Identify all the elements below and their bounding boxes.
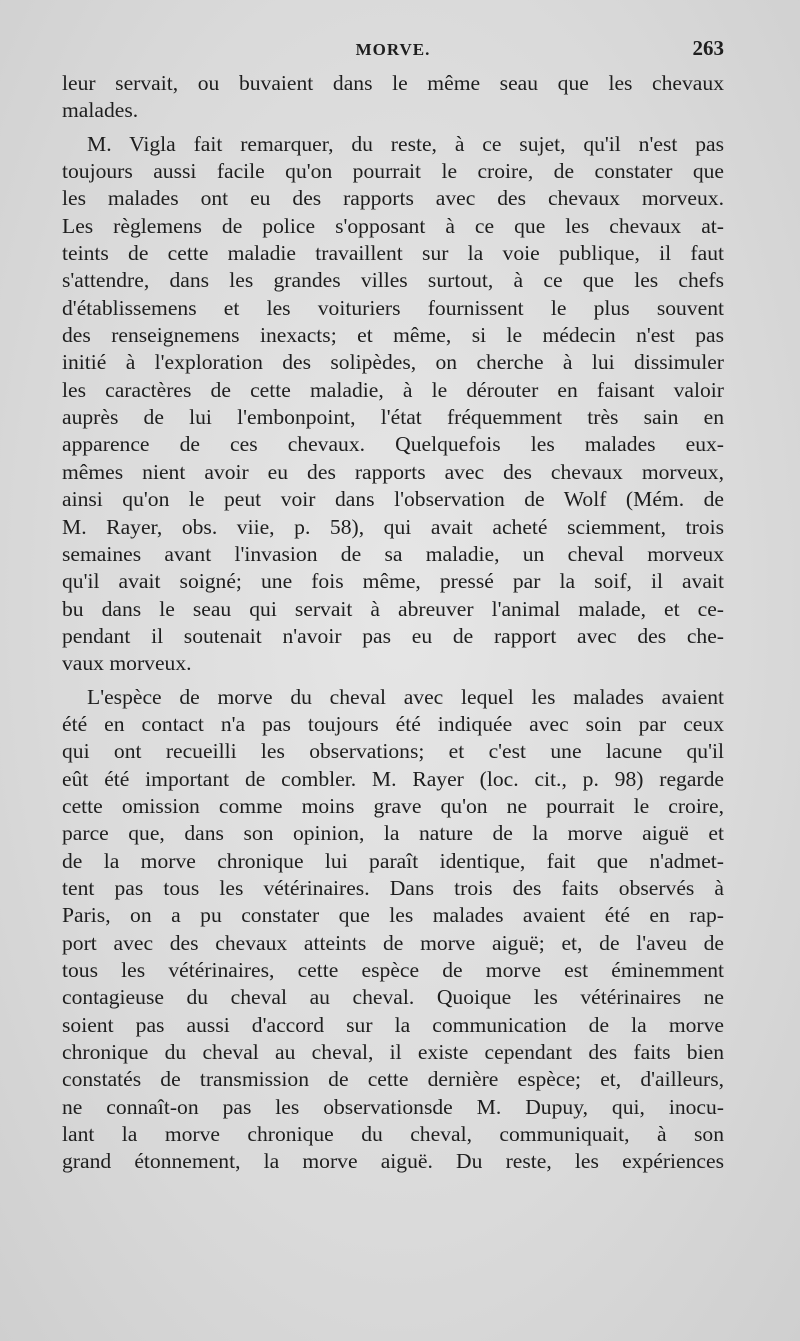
paragraph-1 [62, 70, 724, 125]
text-line: les malades ont eu des rapports avec des chevaux morveux. [62, 186, 724, 211]
text-line: soient pas aussi d'accord sur la communication de la morve [62, 1012, 724, 1037]
text-line: initié à l'exploration des solipèdes, on cherche à lui dissimuler [62, 350, 724, 375]
text-line: contagieuse du cheval au cheval. Quoique les vétérinaires ne [62, 985, 724, 1010]
text-line: malades. [62, 98, 139, 123]
text-line: des renseignemens inexacts; et même, si le médecin n'est pas [62, 323, 724, 348]
text-line: ne connaît-on pas les observationsde M. Dupuy, qui, inocu- [62, 1094, 724, 1119]
text-line: chronique du cheval au cheval, il existe cependant des faits bien [62, 1040, 724, 1065]
text-line: cette omission comme moins grave qu'on ne pourrait le croire, [62, 793, 724, 818]
text-line: ainsi qu'on le peut voir dans l'observation de Wolf (Mém. de [62, 487, 724, 512]
text-line: été en contact n'a pas toujours été indiquée avec soin par ceux [62, 711, 724, 736]
text-line: toujours aussi facile qu'on pourrait le croire, de constater que [62, 159, 724, 184]
text-line: port avec des chevaux atteints de morve aiguë; et, de l'aveu de [62, 930, 724, 955]
text-line: M. Rayer, obs. viie, p. 58), qui avait acheté sciemment, trois [62, 514, 724, 539]
page-number: 263 [692, 36, 724, 60]
text-line: pendant il soutenait n'avoir pas eu de rapport avec des che- [62, 623, 724, 648]
page-header [62, 36, 724, 70]
text-line: teints de cette maladie travaillent sur la voie publique, il faut [62, 241, 724, 266]
text-line: auprès de lui l'embonpoint, l'état fréquemment très sain en [62, 405, 724, 430]
running-title: MORVE. [355, 40, 431, 59]
text-line: Les règlemens de police s'opposant à ce que les chevaux at- [62, 213, 724, 238]
paragraph-3 [62, 684, 724, 1176]
text-line: qu'il avait soigné; une fois même, pressé par la soif, il avait [62, 569, 724, 594]
text-line: lant la morve chronique du cheval, communiquait, à son [62, 1122, 724, 1147]
text-line: leur servait, ou buvaient dans le même seau que les chevaux [62, 71, 724, 95]
text-line: parce que, dans son opinion, la nature de la morve aiguë et [62, 821, 724, 846]
text-line: les caractères de cette maladie, à le dérouter en faisant valoir [62, 377, 724, 402]
text-line: apparence de ces chevaux. Quelquefois les malades eux- [62, 432, 724, 457]
paragraph-2 [62, 131, 724, 678]
text-line: L'espèce de morve du cheval avec lequel les malades avaient [87, 684, 724, 709]
text-line: d'établissemens et les voituriers fournissent le plus souvent [62, 295, 724, 320]
text-line: grand étonnement, la morve aiguë. Du reste, les expériences [62, 1149, 724, 1174]
text-line: semaines avant l'invasion de sa maladie, un cheval morveux [62, 541, 724, 566]
text-line: eût été important de combler. M. Rayer (loc. cit., p. 98) regarde [62, 766, 724, 791]
text-line: qui ont recueilli les observations; et c'est une lacune qu'il [62, 739, 724, 764]
text-line: de la morve chronique lui paraît identique, fait que n'admet- [62, 848, 724, 873]
text-line: bu dans le seau qui servait à abreuver l'animal malade, et ce- [62, 596, 724, 621]
body-text [62, 70, 724, 1176]
text-line: vaux morveux. [62, 651, 192, 676]
text-line: s'attendre, dans les grandes villes surtout, à ce que les chefs [62, 268, 724, 293]
text-line: tous les vétérinaires, cette espèce de morve est éminemment [62, 958, 724, 982]
text-line: M. Vigla fait remarquer, du reste, à ce sujet, qu'il n'est pas [87, 131, 724, 156]
text-line: Paris, on a pu constater que les malades avaient été en rap- [62, 903, 724, 928]
text-line: constatés de transmission de cette dernière espèce; et, d'ailleurs, [62, 1067, 724, 1092]
text-line: mêmes nient avoir eu des rapports avec des chevaux morveux, [62, 459, 724, 484]
text-line: tent pas tous les vétérinaires. Dans trois des faits observés à [62, 875, 724, 900]
